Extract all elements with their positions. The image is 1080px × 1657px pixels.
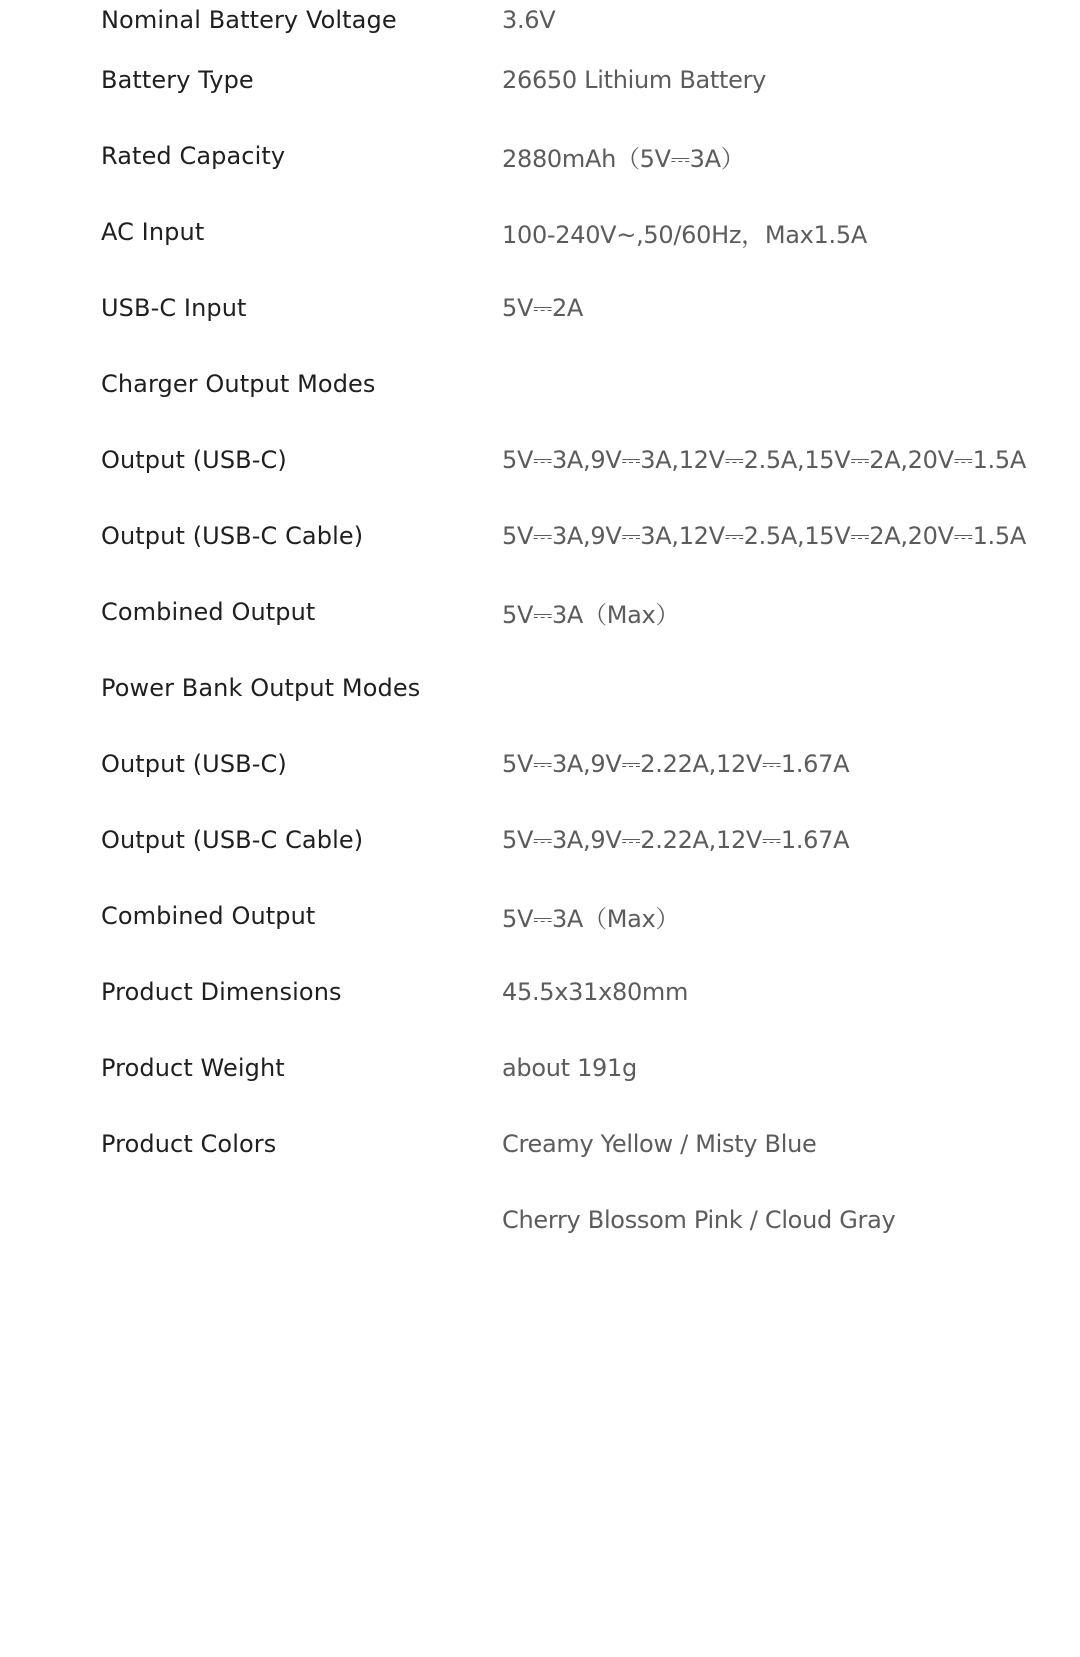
- spec-row-charger-output-modes: [101, 346, 1041, 422]
- spec-row-usb-c-input: [101, 270, 1041, 346]
- spec-label: Output (USB-C): [101, 750, 287, 778]
- spec-row-rated-capacity: [101, 118, 1041, 194]
- spec-label: Output (USB-C): [101, 446, 287, 474]
- spec-value: 26650 Lithium Battery: [502, 66, 767, 94]
- spec-value: 5V⎓3A,9V⎓2.22A,12V⎓1.67A: [502, 826, 850, 854]
- spec-row-product-colors: [101, 1106, 1041, 1182]
- spec-row-power-bank-combined-output: [101, 878, 1041, 954]
- spec-value: 45.5x31x80mm: [502, 978, 689, 1006]
- spec-value: Cherry Blossom Pink / Cloud Gray: [502, 1206, 896, 1234]
- spec-row-charger-combined-output: [101, 574, 1041, 650]
- spec-row-power-bank-output-modes: [101, 650, 1041, 726]
- spec-label: Rated Capacity: [101, 142, 286, 170]
- spec-row-nominal-battery-voltage: [101, 0, 1041, 42]
- spec-value: 5V⎓3A（Max）: [502, 600, 680, 629]
- spec-value: 2880mAh（5V⎓3A）: [502, 144, 745, 173]
- spec-row-product-dimensions: [101, 954, 1041, 1030]
- spec-label: Nominal Battery Voltage: [101, 6, 397, 34]
- section-heading: Power Bank Output Modes: [101, 674, 421, 702]
- spec-label: Combined Output: [101, 902, 316, 930]
- spec-label: Product Dimensions: [101, 978, 342, 1006]
- spec-row-power-bank-output-usb-c-cable: [101, 802, 1041, 878]
- spec-value: Creamy Yellow / Misty Blue: [502, 1130, 817, 1158]
- spec-value: 3.6V: [502, 6, 556, 34]
- spec-row-ac-input: [101, 194, 1041, 270]
- spec-label: AC Input: [101, 218, 205, 246]
- spec-value: 5V⎓3A,9V⎓3A,12V⎓2.5A,15V⎓2A,20V⎓1.5A: [502, 446, 1026, 474]
- spec-value: 5V⎓3A,9V⎓3A,12V⎓2.5A,15V⎓2A,20V⎓1.5A: [502, 522, 1026, 550]
- spec-table: [101, 0, 1041, 1258]
- spec-row-charger-output-usb-c-cable: [101, 498, 1041, 574]
- spec-label: USB-C Input: [101, 294, 247, 322]
- spec-row-battery-type: [101, 42, 1041, 118]
- spec-label: Product Colors: [101, 1130, 277, 1158]
- spec-value: about 191g: [502, 1054, 637, 1082]
- spec-row-power-bank-output-usb-c: [101, 726, 1041, 802]
- spec-row-charger-output-usb-c: [101, 422, 1041, 498]
- section-heading: Charger Output Modes: [101, 370, 376, 398]
- spec-value: 100-240V~,50/60Hz，Max1.5A: [502, 220, 867, 249]
- spec-value: 5V⎓2A: [502, 294, 584, 322]
- spec-value: 5V⎓3A（Max）: [502, 904, 680, 933]
- spec-label: Output (USB-C Cable): [101, 522, 364, 550]
- spec-row-product-weight: [101, 1030, 1041, 1106]
- spec-label: Combined Output: [101, 598, 316, 626]
- spec-row-product-colors-continued: [101, 1182, 1041, 1258]
- spec-label: Product Weight: [101, 1054, 285, 1082]
- spec-value: 5V⎓3A,9V⎓2.22A,12V⎓1.67A: [502, 750, 850, 778]
- spec-label: Battery Type: [101, 66, 254, 94]
- spec-label: Output (USB-C Cable): [101, 826, 364, 854]
